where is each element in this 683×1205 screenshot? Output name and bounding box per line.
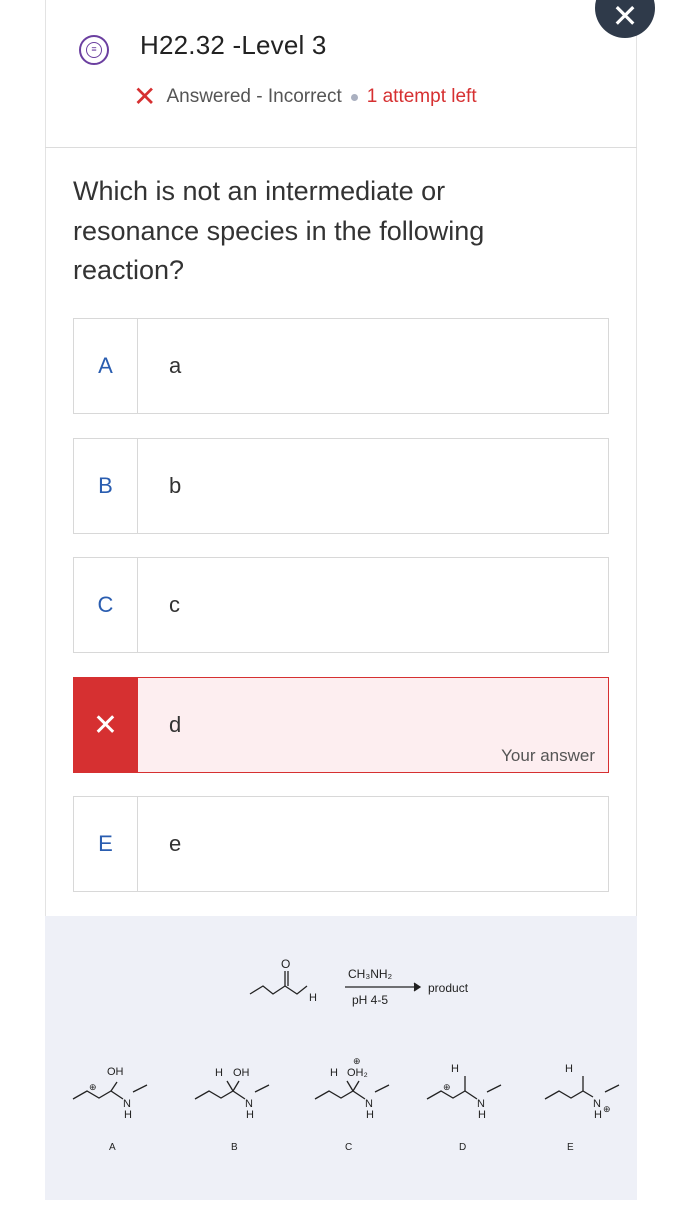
product-label: product (428, 981, 469, 995)
a-oh: OH (107, 1066, 124, 1078)
d-h: H (451, 1063, 459, 1075)
e-plus: ⊕ (603, 1104, 611, 1114)
c-oh2: OH₂ (347, 1067, 368, 1079)
structure-a-chain (73, 1091, 123, 1099)
incorrect-x-icon: ✕ (74, 678, 138, 772)
question-text: Which is not an intermediate or resonance species in the following reaction? (73, 176, 485, 285)
structure-e-chain (545, 1091, 593, 1099)
label-e: E (567, 1142, 574, 1153)
e-h: H (565, 1063, 573, 1075)
question-header (45, 0, 637, 148)
c-h: H (330, 1067, 338, 1079)
option-letter: C (74, 558, 138, 652)
attempts-left: 1 attempt left (366, 86, 477, 107)
label-b: B (231, 1142, 238, 1153)
option-a[interactable] (73, 318, 609, 414)
option-e[interactable] (73, 796, 609, 892)
b-oh: OH (233, 1067, 250, 1079)
a-charge: ⊕ (89, 1082, 97, 1092)
option-b[interactable] (73, 438, 609, 534)
option-c[interactable] (73, 557, 609, 653)
b-n: N (245, 1098, 253, 1110)
b-h: H (215, 1067, 223, 1079)
option-letter: E (74, 797, 138, 891)
option-text: a (169, 353, 182, 378)
a-h: H (124, 1109, 132, 1121)
reagent-top: CH₃NH₂ (348, 967, 393, 981)
aldehyde-h: H (309, 992, 317, 1004)
c-plus: ⊕ (353, 1056, 361, 1066)
arrow-head (414, 983, 420, 991)
option-d-selected-incorrect[interactable] (73, 677, 609, 773)
x-icon: ✕ (133, 81, 157, 112)
your-answer-label: Your answer (501, 746, 595, 765)
question-list-icon[interactable]: ≡ (79, 35, 109, 65)
label-c: C (345, 1142, 353, 1153)
close-icon[interactable]: ✕ (595, 0, 655, 38)
option-text: c (169, 592, 180, 617)
d-n: N (477, 1098, 485, 1110)
option-text: d (169, 712, 182, 737)
e-n: N (593, 1098, 601, 1110)
option-text: e (169, 831, 182, 856)
structure-c-chain (315, 1091, 365, 1099)
option-letter: A (74, 319, 138, 413)
a-n: N (123, 1098, 131, 1110)
d-nh: H (478, 1109, 486, 1121)
status-text: Answered - Incorrect (166, 86, 342, 107)
separator-dot (351, 94, 358, 101)
label-d: D (459, 1142, 467, 1153)
aldehyde-o: O (281, 957, 291, 971)
label-a: A (109, 1142, 116, 1153)
option-text: b (169, 473, 182, 498)
structure-d-chain (427, 1091, 477, 1099)
reaction-scheme-image (45, 916, 637, 1200)
option-letter: B (74, 439, 138, 533)
page-title: H22.32 -Level 3 (140, 30, 327, 60)
aldehyde-chain (250, 986, 307, 994)
structure-b-chain (195, 1091, 245, 1099)
d-plus: ⊕ (443, 1082, 451, 1092)
answer-status (133, 81, 477, 112)
b-nh: H (246, 1109, 254, 1121)
reagent-bottom: pH 4-5 (352, 993, 389, 1007)
c-n: N (365, 1098, 373, 1110)
reaction-scheme-svg (45, 916, 637, 1200)
c-nh: H (366, 1109, 374, 1121)
e-nh: H (594, 1109, 602, 1121)
